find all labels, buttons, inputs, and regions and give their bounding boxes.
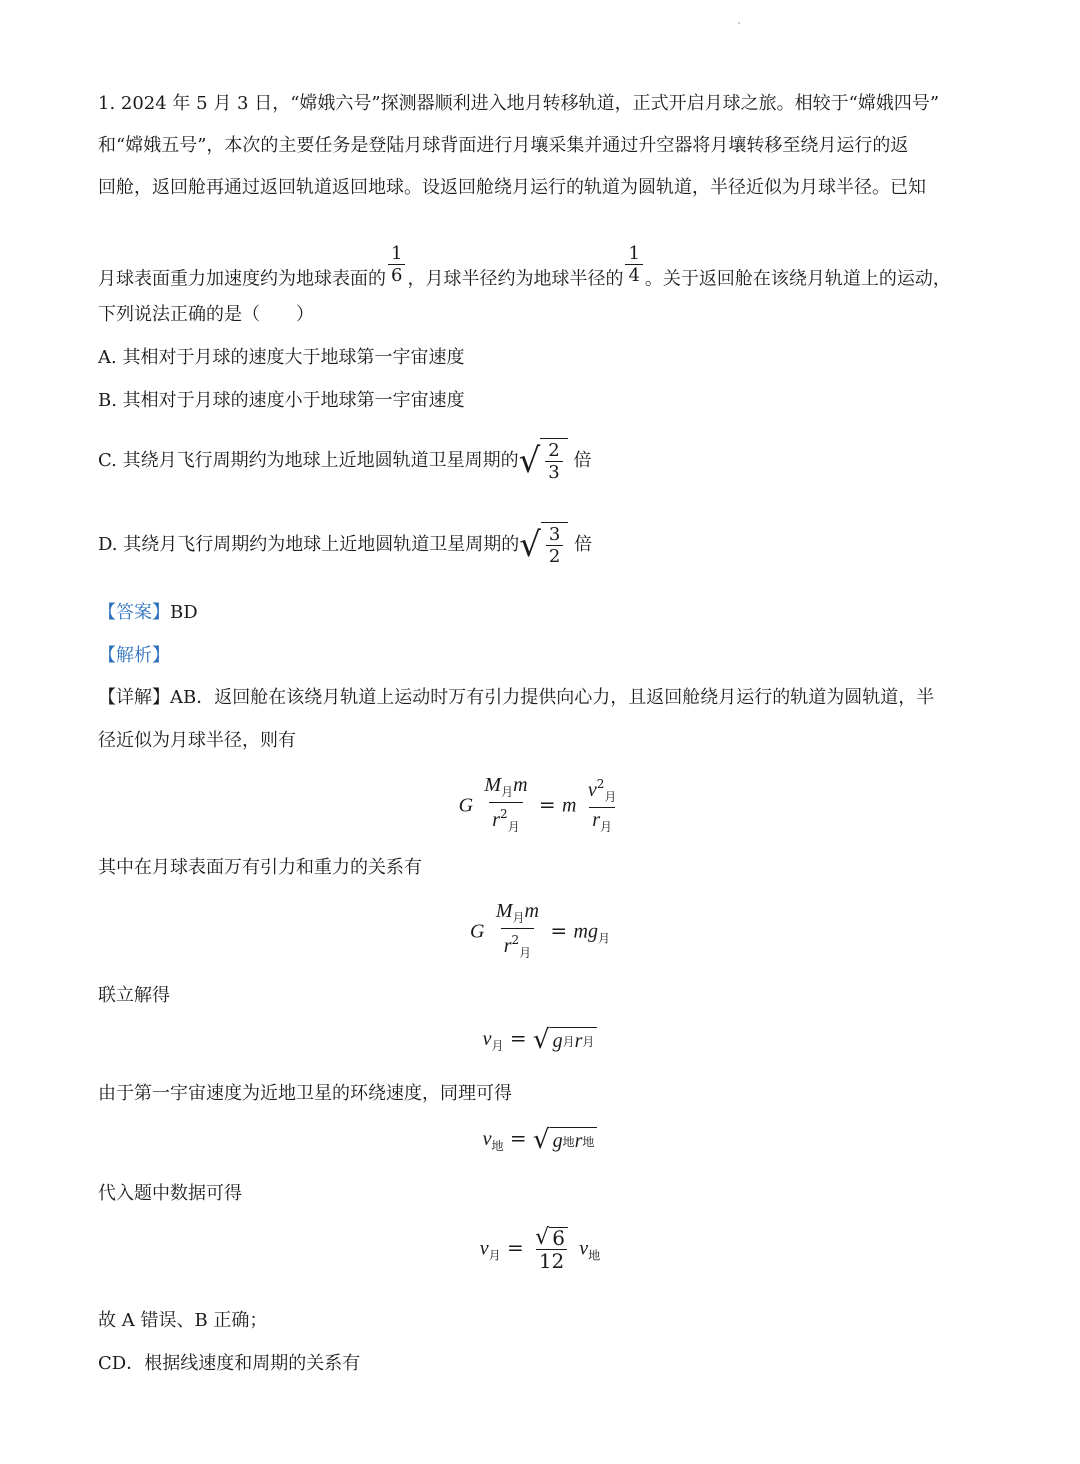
sqrt-two-thirds — [519, 438, 568, 484]
eq-fraction — [481, 774, 530, 838]
eq-symbol: r — [492, 809, 501, 831]
fraction-numerator: 1 — [391, 243, 403, 264]
fraction-one-quarter — [625, 244, 642, 287]
equation-gravity-weight — [0, 900, 1080, 964]
option-a: A. 其相对于月球的速度大于地球第一宇宙速度 — [98, 347, 465, 368]
eq-equals: = — [509, 1126, 527, 1150]
eq-subscript: 月 — [604, 790, 617, 804]
eq-subscript: 月 — [501, 785, 514, 799]
eq-symbol: r — [574, 1129, 583, 1152]
eq-subscript: 地 — [582, 1134, 595, 1149]
eq-superscript: 2 — [596, 777, 605, 791]
eq-symbol: m — [562, 794, 577, 817]
eq-symbol: v — [482, 1128, 492, 1150]
eq-superscript: 2 — [500, 807, 508, 821]
option-b: B. 其相对于月球的速度小于地球第一宇宙速度 — [98, 390, 465, 411]
eq-equals: = — [507, 1235, 524, 1260]
fraction-numerator: 3 — [548, 524, 561, 545]
eq-subscript: 地 — [491, 1139, 504, 1153]
answer-label: 【答案】 — [98, 602, 170, 623]
eq-symbol: g — [587, 920, 598, 943]
fraction-denominator: 4 — [625, 264, 642, 287]
text-conclusion: 故 A 错误、B 正确； — [98, 1310, 268, 1331]
eq-fraction — [532, 1226, 571, 1272]
eq-number: 6 — [549, 1227, 568, 1248]
eq-symbol: r — [592, 809, 600, 831]
eq-subscript: 月 — [600, 820, 613, 834]
equation-velocity-ratio — [0, 1226, 1080, 1272]
eq-symbol: g — [552, 1029, 563, 1052]
eq-symbol: v — [479, 1237, 489, 1260]
detail-label: 【详解】 — [98, 687, 170, 708]
fraction-denominator: 3 — [545, 461, 562, 484]
text-first-cosmic: 由于第一宇宙速度为近地卫星的环绕速度，同理可得 — [98, 1083, 512, 1104]
eq-equals: = — [550, 918, 568, 943]
detail-line-2: 径近似为月球半径，则有 — [98, 730, 296, 751]
answer-value: BD — [170, 602, 198, 623]
radical-sign: √ — [535, 1224, 550, 1250]
eq-equals: = — [509, 1026, 527, 1050]
eq-subscript: 月 — [562, 1034, 575, 1049]
page-speck — [738, 22, 740, 24]
eq-symbol: v — [482, 1028, 492, 1050]
eq-symbol: m — [524, 900, 539, 922]
question-line-4b: ，月球半径约为地球半径的 — [407, 268, 624, 290]
radical-sign: √ — [532, 1124, 550, 1155]
eq-symbol: r — [574, 1029, 583, 1052]
equation-gravity-centripetal — [0, 774, 1080, 838]
radical-sign: √ — [518, 441, 541, 481]
eq-fraction — [493, 900, 542, 964]
eq-symbol: G — [458, 794, 474, 817]
text-solve: 联立解得 — [98, 985, 170, 1006]
option-d-text: D. 其绕月飞行周期约为地球上近地圆轨道卫星周期的 — [98, 534, 520, 555]
eq-fraction — [585, 774, 620, 838]
equation-earth-velocity — [0, 1126, 1080, 1154]
text-gravity-relation: 其中在月球表面万有引力和重力的关系有 — [98, 857, 422, 878]
eq-symbol: v — [587, 779, 597, 801]
question-line-1: 1. 2024 年 5 月 3 日，“嫦娥六号”探测器顺利进入地月转移轨道，正式开启月球之旅。相较于“嫦娥四号” — [98, 93, 940, 114]
eq-symbol: M — [495, 900, 513, 922]
question-line-5: 下列说法正确的是（ ） — [98, 304, 314, 325]
answer-line — [98, 601, 198, 625]
question-line-2: 和“嫦娥五号”，本次的主要任务是登陆月球背面进行月壤采集并通过升空器将月壤转移至绕月运行的返 — [98, 135, 909, 156]
eq-symbol: G — [470, 920, 485, 943]
radical-sign: √ — [532, 1024, 550, 1055]
eq-subscript: 月 — [519, 946, 532, 960]
eq-subscript: 地 — [588, 1248, 601, 1263]
sqrt-three-halves — [519, 522, 568, 568]
eq-subscript: 月 — [512, 911, 525, 925]
question-line-4a: 月球表面重力加速度约为地球表面的 — [98, 268, 386, 290]
question-line-4c: 。关于返回舱在该绕月轨道上的运动， — [644, 268, 951, 290]
eq-subscript: 月 — [597, 931, 610, 946]
fraction-denominator: 2 — [546, 545, 563, 568]
detail-text: AB．返回舱在该绕月轨道上运动时万有引力提供向心力，且返回舱绕月运行的轨道为圆轨道，半 — [170, 687, 935, 708]
text-substitute: 代入题中数据可得 — [98, 1183, 242, 1204]
text-cd: CD．根据线速度和周期的关系有 — [98, 1353, 361, 1374]
radical-sign: √ — [519, 525, 541, 565]
eq-superscript: 2 — [511, 933, 520, 947]
eq-subscript: 地 — [562, 1134, 575, 1149]
question-line-4 — [98, 243, 951, 301]
eq-subscript: 月 — [582, 1034, 595, 1049]
eq-symbol: m — [513, 774, 528, 796]
fraction-numerator: 2 — [548, 440, 560, 461]
fraction-one-sixth — [388, 244, 405, 287]
option-c-text: C. 其绕月飞行周期约为地球上近地圆轨道卫星周期的 — [98, 450, 519, 471]
eq-subscript: 月 — [491, 1039, 504, 1053]
eq-subscript: 月 — [507, 820, 520, 834]
question-line-3: 回舱，返回舱再通过返回轨道返回地球。设返回舱绕月运行的轨道为圆轨道，半径近似为月球半径。已知 — [98, 177, 926, 198]
eq-sqrt — [532, 1024, 597, 1055]
eq-symbol: m — [573, 920, 588, 943]
eq-symbol: M — [484, 774, 502, 796]
fraction — [545, 441, 562, 484]
eq-sqrt — [535, 1224, 568, 1250]
fraction — [546, 525, 563, 568]
eq-subscript: 月 — [488, 1248, 501, 1263]
eq-symbol: g — [552, 1129, 563, 1152]
equation-moon-velocity — [0, 1026, 1080, 1054]
option-d-tail: 倍 — [574, 534, 593, 555]
option-c — [98, 438, 591, 484]
fraction-denominator: 6 — [388, 264, 405, 287]
eq-symbol: v — [579, 1237, 589, 1260]
eq-equals: = — [538, 792, 556, 817]
eq-number: 12 — [536, 1249, 567, 1272]
detail-line-1 — [98, 686, 934, 710]
option-d — [98, 522, 592, 568]
fraction-numerator: 1 — [628, 243, 640, 264]
analysis-label: 【解析】 — [98, 645, 170, 666]
eq-symbol: r — [503, 935, 512, 957]
eq-sqrt — [532, 1124, 597, 1155]
option-c-tail: 倍 — [573, 450, 592, 471]
